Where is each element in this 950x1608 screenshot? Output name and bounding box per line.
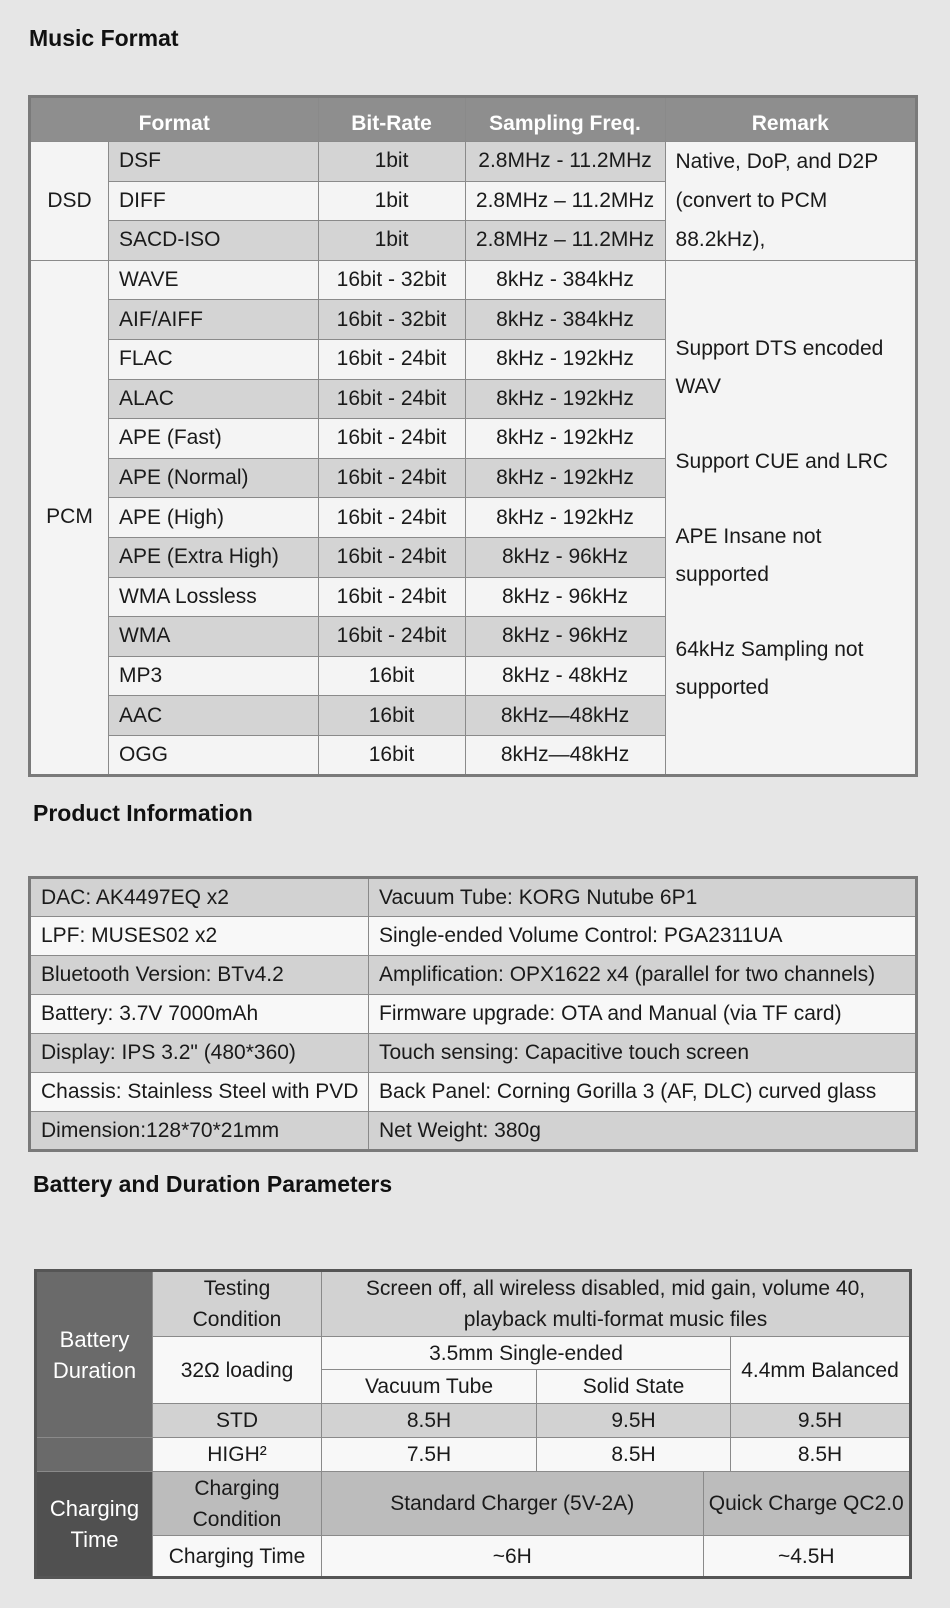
label-line: Screen off, all wireless disabled, mid gain, volume 40, <box>365 1277 866 1300</box>
loading-label: 32Ω loading <box>153 1337 322 1404</box>
freq-cell: 8kHz - 192kHz <box>465 379 665 419</box>
format-cell: APE (Extra High) <box>109 537 319 577</box>
freq-cell: 2.8MHz – 11.2MHz <box>465 181 665 221</box>
high-value: 8.5H <box>731 1438 911 1472</box>
battery-duration-spacer <box>36 1438 153 1472</box>
remark-line <box>676 404 915 442</box>
bitrate-cell: 16bit - 24bit <box>318 577 465 617</box>
table-row <box>30 1034 917 1073</box>
bitrate-cell: 16bit - 32bit <box>318 260 465 300</box>
solid-state-label: Solid State <box>537 1370 731 1404</box>
music-format-title: Music Format <box>29 25 179 51</box>
bitrate-cell: 16bit - 24bit <box>318 339 465 379</box>
bitrate-cell: 16bit - 24bit <box>318 379 465 419</box>
remark-line: supported <box>675 562 769 586</box>
table-row <box>30 995 917 1034</box>
freq-cell: 8kHz - 192kHz <box>465 498 665 538</box>
remark-line: WAV <box>675 374 722 398</box>
bitrate-cell: 16bit - 24bit <box>318 498 465 538</box>
std-value: 9.5H <box>731 1404 911 1438</box>
label-line: Duration <box>52 1357 137 1383</box>
table-row <box>36 1536 911 1578</box>
table-row <box>36 1337 911 1370</box>
bitrate-cell: 16bit - 24bit <box>318 617 465 657</box>
table-row <box>30 260 917 300</box>
freq-cell: 8kHz—48kHz <box>465 696 665 736</box>
bitrate-cell: 1bit <box>318 221 465 261</box>
format-cell: SACD-ISO <box>109 221 319 261</box>
spec-cell: Display: IPS 3.2" (480*360) <box>30 1034 369 1073</box>
table-row <box>30 1112 917 1151</box>
spec-cell: Battery: 3.7V 7000mAh <box>30 995 369 1034</box>
std-value: 9.5H <box>537 1404 731 1438</box>
high-value: 7.5H <box>322 1438 537 1472</box>
quick-charge-label: Quick Charge QC2.0 <box>703 1472 910 1536</box>
spec-cell: Chassis: Stainless Steel with PVD <box>30 1073 369 1112</box>
bitrate-cell: 1bit <box>318 181 465 221</box>
format-cell: WMA Lossless <box>109 577 319 617</box>
std-value: 8.5H <box>322 1404 537 1438</box>
format-cell: AIF/AIFF <box>109 300 319 340</box>
standard-charger-label: Standard Charger (5V-2A) <box>322 1472 704 1536</box>
label-line: Charging <box>194 1476 280 1500</box>
freq-cell: 2.8MHz - 11.2MHz <box>465 142 665 182</box>
spec-cell: Single-ended Volume Control: PGA2311UA <box>369 917 917 956</box>
table-row <box>30 956 917 995</box>
bitrate-cell: 1bit <box>318 142 465 182</box>
battery-duration-label <box>36 1271 153 1438</box>
music-format-table <box>28 95 918 777</box>
table-row <box>36 1472 911 1536</box>
format-cell: FLAC <box>109 339 319 379</box>
remark-line <box>676 480 915 518</box>
charging-condition-label <box>153 1472 322 1536</box>
freq-cell: 8kHz - 384kHz <box>465 300 665 340</box>
freq-cell: 8kHz - 96kHz <box>465 617 665 657</box>
bitrate-cell: 16bit - 32bit <box>318 300 465 340</box>
label-line: playback multi-format music files <box>463 1308 768 1331</box>
table-row <box>30 142 917 182</box>
spec-cell: LPF: MUSES02 x2 <box>30 917 369 956</box>
testing-condition-label <box>153 1271 322 1337</box>
table-row <box>36 1404 911 1438</box>
dsd-group-label: DSD <box>30 142 109 261</box>
freq-cell: 8kHz - 96kHz <box>465 537 665 577</box>
battery-table <box>34 1269 912 1579</box>
format-cell: AAC <box>109 696 319 736</box>
table-row <box>36 1438 911 1472</box>
quick-charge-time: ~4.5H <box>703 1536 910 1578</box>
remark-line: Native, DoP, and D2P <box>675 150 879 174</box>
format-cell: APE (Fast) <box>109 419 319 459</box>
balanced-label: 4.4mm Balanced <box>731 1337 911 1404</box>
bitrate-cell: 16bit - 24bit <box>318 458 465 498</box>
high-label: HIGH² <box>153 1438 322 1472</box>
format-cell: DIFF <box>109 181 319 221</box>
freq-cell: 8kHz - 192kHz <box>465 458 665 498</box>
format-cell: WAVE <box>109 260 319 300</box>
header-format: Format <box>30 97 319 142</box>
label-line: Testing <box>203 1277 271 1300</box>
freq-cell: 8kHz - 192kHz <box>465 419 665 459</box>
spec-cell: Dimension:128*70*21mm <box>30 1112 369 1151</box>
table-row <box>30 1073 917 1112</box>
table-row <box>30 878 917 917</box>
spec-cell: Touch sensing: Capacitive touch screen <box>369 1034 917 1073</box>
freq-cell: 8kHz—48kHz <box>465 735 665 775</box>
bitrate-cell: 16bit - 24bit <box>318 537 465 577</box>
spec-cell: Back Panel: Corning Gorilla 3 (AF, DLC) curved glass <box>369 1073 917 1112</box>
pcm-remark <box>665 260 916 775</box>
freq-cell: 8kHz - 384kHz <box>465 260 665 300</box>
table-header-row <box>30 97 917 142</box>
product-info-title: Product Information <box>33 800 253 826</box>
format-cell: DSF <box>109 142 319 182</box>
spec-cell: Vacuum Tube: KORG Nutube 6P1 <box>369 878 917 917</box>
pcm-group-label: PCM <box>30 260 109 775</box>
header-bitrate: Bit-Rate <box>318 97 465 142</box>
format-cell: APE (High) <box>109 498 319 538</box>
header-remark: Remark <box>665 97 916 142</box>
product-info-table <box>28 876 918 1152</box>
testing-condition-value <box>322 1271 911 1337</box>
charging-time-label <box>36 1472 153 1578</box>
freq-cell: 8kHz - 48kHz <box>465 656 665 696</box>
std-label: STD <box>153 1404 322 1438</box>
spec-cell: Bluetooth Version: BTv4.2 <box>30 956 369 995</box>
bitrate-cell: 16bit <box>318 735 465 775</box>
remark-line: 64kHz Sampling not <box>675 637 864 661</box>
label-line: Condition <box>192 1507 282 1531</box>
bitrate-cell: 16bit <box>318 696 465 736</box>
table-row <box>36 1271 911 1337</box>
remark-line <box>676 592 915 630</box>
format-cell: ALAC <box>109 379 319 419</box>
charging-time-row-label: Charging Time <box>153 1536 322 1578</box>
pcm-rows <box>30 260 917 775</box>
spec-cell: Firmware upgrade: OTA and Manual (via TF card) <box>369 995 917 1034</box>
table-row <box>30 917 917 956</box>
remark-line: APE Insane not <box>675 525 822 549</box>
dsd-remark <box>665 142 916 261</box>
label-line: Condition <box>192 1308 282 1331</box>
label-line: Time <box>70 1527 119 1552</box>
remark-line: (convert to PCM <box>675 189 828 213</box>
format-cell: APE (Normal) <box>109 458 319 498</box>
vacuum-tube-label: Vacuum Tube <box>322 1370 537 1404</box>
format-cell: OGG <box>109 735 319 775</box>
spec-cell: Net Weight: 380g <box>369 1112 917 1151</box>
bitrate-cell: 16bit - 24bit <box>318 419 465 459</box>
label-line: Charging <box>49 1496 140 1521</box>
spec-cell: Amplification: OPX1622 x4 (parallel for two channels) <box>369 956 917 995</box>
remark-line: supported <box>675 675 769 699</box>
high-value: 8.5H <box>537 1438 731 1472</box>
freq-cell: 8kHz - 96kHz <box>465 577 665 617</box>
format-cell: WMA <box>109 617 319 657</box>
freq-cell: 8kHz - 192kHz <box>465 339 665 379</box>
battery-title: Battery and Duration Parameters <box>33 1171 393 1197</box>
remark-line: Support DTS encoded <box>675 337 884 361</box>
remark-line: 88.2kHz), <box>675 228 766 252</box>
single-ended-label: 3.5mm Single-ended <box>322 1337 731 1370</box>
spec-cell: DAC: AK4497EQ x2 <box>30 878 369 917</box>
label-line: Battery <box>59 1326 130 1352</box>
format-cell: MP3 <box>109 656 319 696</box>
freq-cell: 2.8MHz – 11.2MHz <box>465 221 665 261</box>
header-sampling-freq: Sampling Freq. <box>465 97 665 142</box>
standard-charger-time: ~6H <box>322 1536 704 1578</box>
bitrate-cell: 16bit <box>318 656 465 696</box>
remark-line: Support CUE and LRC <box>675 449 888 473</box>
